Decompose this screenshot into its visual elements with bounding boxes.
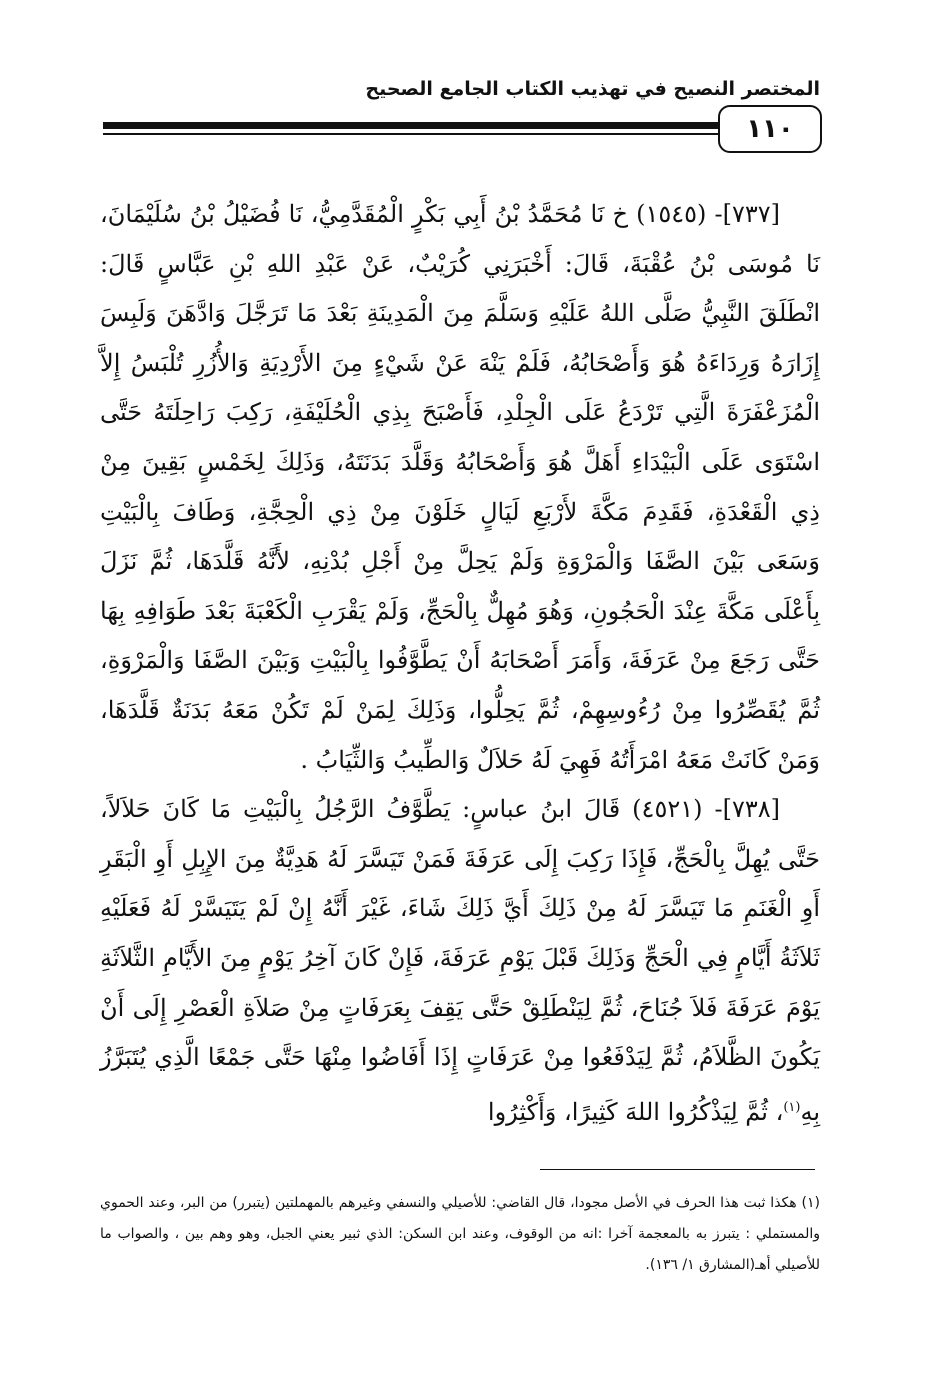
hadith-reference: (٤٥٢١) — [632, 795, 703, 824]
footnote-marker: (١) — [783, 1099, 801, 1115]
book-title: المختصر النصيح في تهذيب الكتاب الجامع الصحيح — [365, 78, 820, 100]
hadith-reference: (١٥٤٥) — [636, 200, 707, 228]
hadith-737 — [100, 190, 820, 785]
hadith-738 — [100, 785, 820, 1137]
footnotes — [100, 1188, 820, 1281]
page-number — [718, 105, 822, 153]
header-rule-thin — [103, 133, 723, 135]
hadith-text: قَالَ ابنُ عباسٍ: يَطَّوَّفُ الرَّجُلُ بِالْبَيْتِ مَا كَانَ حَلاَلاً، حَتَّى يُهِلَّ بِالْحَجِّ، فَإِذَا رَكِبَ إِلَى عَرَفَةَ فَمَنْ تَيَسَّرَ لَهُ هَدِيَّةٌ مِنَ الإِبِلِ أَوِ الْبَقَرِ أَوِ الْغَنَمِ مَا تَيَسَّرَ لَهُ مِنْ ذَلِكَ أَيَّ ذَلِكَ شَاءَ، غَيْرَ أَنَّهُ إِنْ لَمْ يَتَيَسَّرْ لَهُ فَعَلَيْهِ ثَلاَثَةُ أَيَّامٍ فِي الْحَجِّ وَذَلِكَ قَبْلَ يَوْمِ عَرَفَةَ، فَإِنْ كَانَ آخِرُ يَوْمٍ مِنَ الأَيَّامِ الثَّلاَثَةِ يَوْمَ عَرَفَةَ فَلاَ جُنَاحَ، ثُمَّ لِيَنْطَلِقْ حَتَّى يَقِفَ بِعَرَفَاتٍ مِنْ صَلاَةِ الْعَصْرِ إِلَى أَنْ يَكُونَ الظَّلاَمُ، ثُمَّ لِيَدْفَعُوا مِنْ عَرَفَاتٍ إِذَا أَفَاضُوا مِنْهَا حَتَّى جَمْعًا الَّذِي يُتَبَرَّزُ بِهِ — [100, 795, 820, 1126]
main-text — [100, 190, 820, 1137]
page-number-label: ١١٠ — [746, 114, 794, 144]
running-header — [100, 78, 820, 112]
footnote-separator — [540, 1169, 815, 1170]
hadith-text-continued: ، ثُمَّ لِيَذْكُرُوا اللهَ كَثِيرًا، وَأَكْثِرُوا — [487, 1097, 784, 1126]
footnote-1: (١) هكذا ثبت هذا الحرف في الأصل مجودا، قال القاضي: للأصيلي والنسفي وغيرهم بالمهملتين (يتبرر) من البر، وعند الحموي والمستملي : يتبرز به بالمعجمة آخرا :انه من الوقوف، وعند ابن السكن: الذي ثبير يعني الجبل، وهو وهم بين ، والصواب ما للأصيلي أهـ(المشارق ١/ ١٣٦). — [100, 1195, 820, 1273]
hadith-number: [٧٣٧]- — [714, 200, 780, 228]
hadith-number: [٧٣٨]- — [714, 795, 780, 824]
hadith-text: خ نَا مُحَمَّدُ بْنُ أَبِي بَكْرٍ الْمُقَدَّمِيُّ، نَا فُضَيْلُ بْنُ سُلَيْمَانَ، نَا مُوسَى بْنُ عُقْبَةَ، قَالَ: أَخْبَرَنِي كُرَيْبٌ، عَنْ عَبْدِ اللهِ بْنِ عَبَّاسٍ قَالَ: انْطَلَقَ النَّبِيُّ صَلَّى اللهُ عَلَيْهِ وَسَلَّمَ مِنَ الْمَدِينَةِ بَعْدَ مَا تَرَجَّلَ وَادَّهَنَ وَلَبِسَ إِزَارَهُ وَرِدَاءَهُ هُوَ وَأَصْحَابُهُ، فَلَمْ يَنْهَ عَنْ شَيْءٍ مِنَ الأَرْدِيَةِ وَالأُزُرِ تُلْبَسُ إِلاَّ الْمُزَعْفَرَةَ الَّتِي تَرْدَعُ عَلَى الْجِلْدِ، فَأَصْبَحَ بِذِي الْحُلَيْفَةِ، رَكِبَ رَاحِلَتَهُ حَتَّى اسْتَوَى عَلَى الْبَيْدَاءِ أَهَلَّ هُوَ وَأَصْحَابُهُ وَقَلَّدَ بَدَنَتَهُ، وَذَلِكَ لِخَمْسٍ بَقِينَ مِنْ ذِي الْقَعْدَةِ، فَقَدِمَ مَكَّةَ لأَرْبَعِ لَيَالٍ خَلَوْنَ مِنْ ذِي الْحِجَّةِ، وَطَافَ بِالْبَيْتِ وَسَعَى بَيْنَ الصَّفَا وَالْمَرْوَةِ وَلَمْ يَحِلَّ مِنْ أَجْلِ بُدْنِهِ، لأَنَّهُ قَلَّدَهَا، ثُمَّ نَزَلَ بِأَعْلَى مَكَّةَ عِنْدَ الْحَجُونِ، وَهُوَ مُهِلٌّ بِالْحَجِّ، وَلَمْ يَقْرَبِ الْكَعْبَةَ بَعْدَ طَوَافِهِ بِهَا حَتَّى رَجَعَ مِنْ عَرَفَةَ، وَأَمَرَ أَصْحَابَهُ أَنْ يَطَّوَّفُوا بِالْبَيْتِ وَبَيْنَ الصَّفَا وَالْمَرْوَةِ، ثُمَّ يُقَصِّرُوا مِنْ رُءُوسِهِمْ، ثُمَّ يَحِلُّوا، وَذَلِكَ لِمَنْ لَمْ تَكُنْ مَعَهُ بَدَنَةٌ قَلَّدَهَا، وَمَنْ كَانَتْ مَعَهُ امْرَأَتُهُ فَهِيَ لَهُ حَلاَلٌ وَالطِّيبُ وَالثِّيَابُ . — [100, 200, 820, 774]
header-rule-thick — [103, 122, 723, 129]
